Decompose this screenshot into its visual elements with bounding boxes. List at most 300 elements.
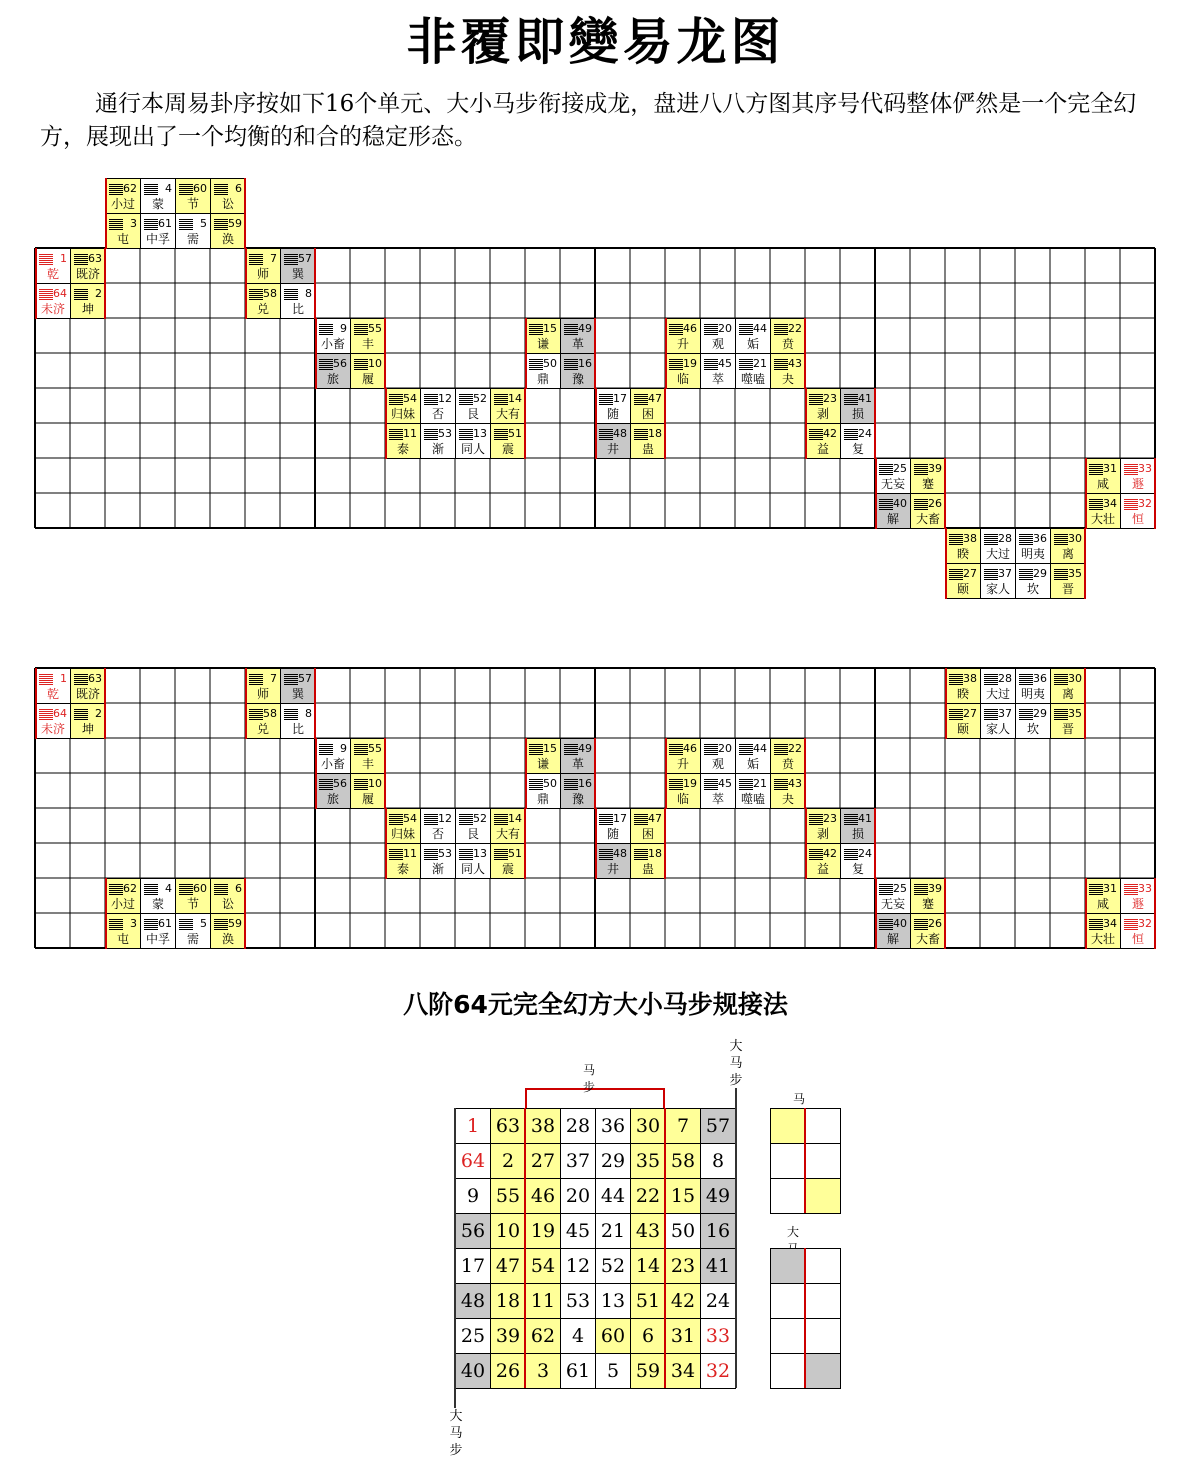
hexagram-line	[739, 334, 753, 335]
hexagram-line	[739, 363, 753, 364]
hexagram-symbol-icon	[144, 883, 158, 896]
hexagram-line	[1124, 884, 1138, 885]
hexagram-line	[354, 363, 368, 364]
hexagram-line	[214, 225, 228, 226]
hexagram-number: 10	[368, 777, 382, 790]
hexagram-line	[424, 398, 438, 399]
hexagram-line	[879, 925, 893, 926]
hexagram-symbol-icon	[354, 743, 368, 756]
hexagram-line	[494, 818, 508, 819]
hexagram-header	[1086, 882, 1120, 896]
hexagram-line	[844, 853, 858, 854]
hexagram-line	[354, 789, 368, 790]
hexagram-line	[319, 752, 333, 753]
hexagram-line	[634, 429, 648, 430]
hexagram-line	[634, 396, 648, 397]
hexagram-line	[109, 884, 123, 885]
hexagram-line	[74, 678, 88, 679]
hexagram-name: 屯	[116, 232, 129, 246]
hexagram-header	[421, 847, 455, 861]
hexagram-name: 艮	[466, 407, 479, 421]
hexagram-line	[599, 396, 613, 397]
hexagram-line	[39, 254, 53, 255]
hexagram-line	[354, 367, 368, 368]
hexagram-line	[529, 787, 543, 788]
hexagram-line	[914, 892, 928, 893]
hexagram-number: 45	[718, 357, 732, 370]
hexagram-line	[809, 855, 823, 856]
hexagram-line	[354, 783, 368, 784]
hexagram-line	[669, 369, 683, 370]
hexagram-number: 19	[683, 357, 697, 370]
hexagram-line	[1019, 719, 1033, 720]
hexagram-number: 55	[368, 742, 382, 755]
magic-square-cell: 11	[525, 1283, 561, 1319]
hexagram-name: 讼	[221, 197, 234, 211]
hexagram-line	[914, 505, 928, 506]
hexagram-header	[841, 847, 875, 861]
hexagram-symbol-icon	[109, 883, 123, 896]
hexagram-header	[596, 427, 630, 441]
hexagram-cell	[280, 703, 316, 739]
hexagram-line	[564, 328, 578, 329]
hexagram-line	[214, 884, 228, 885]
hexagram-header	[246, 287, 280, 301]
hexagram-line	[459, 435, 473, 436]
hexagram-cell	[420, 843, 456, 879]
hexagram-line	[389, 396, 403, 397]
hexagram-symbol-icon	[319, 358, 333, 371]
hexagram-header	[421, 392, 455, 406]
hexagram-line	[389, 851, 403, 852]
hexagram-line	[1019, 684, 1033, 685]
hexagram-number: 56	[333, 777, 347, 790]
hexagram-symbol-icon	[284, 708, 298, 721]
hexagram-line	[564, 367, 578, 368]
hexagram-line	[984, 542, 998, 543]
hexagram-line	[179, 229, 193, 230]
hexagram-header	[631, 847, 665, 861]
hexagram-line	[319, 787, 333, 788]
hexagram-line	[809, 857, 823, 858]
hexagram-header	[1086, 917, 1120, 931]
hexagram-number: 49	[578, 742, 592, 755]
hexagram-cell	[525, 773, 561, 809]
hexagram-line	[144, 219, 158, 220]
hexagram-line	[844, 400, 858, 401]
hexagram-number: 25	[893, 882, 907, 895]
hexagram-line	[39, 680, 53, 681]
hexagram-header	[526, 777, 560, 791]
hexagram-cell	[700, 738, 736, 774]
hexagram-cell	[770, 353, 806, 389]
hexagram-line	[564, 326, 578, 327]
hexagram-cell	[910, 913, 946, 949]
hexagram-line	[109, 190, 123, 191]
hexagram-name: 大畜	[915, 932, 940, 946]
hexagram-line	[1124, 464, 1138, 465]
hexagram-header	[561, 777, 595, 791]
hexagram-line	[319, 326, 333, 327]
hexagram-line	[809, 400, 823, 401]
hexagram-header	[841, 392, 875, 406]
hexagram-name: 夬	[781, 792, 794, 806]
hexagram-line	[984, 678, 998, 679]
hexagram-symbol-icon	[494, 393, 508, 406]
hexagram-line	[809, 429, 823, 430]
hexagram-line	[984, 571, 998, 572]
hexagram-line	[984, 573, 998, 574]
hexagram-line	[739, 359, 753, 360]
hexagram-name: 遯	[1131, 477, 1144, 491]
hexagram-line	[459, 857, 473, 858]
hexagram-line	[1124, 894, 1138, 895]
magic-square-cell: 23	[665, 1248, 701, 1284]
hexagram-number: 9	[340, 742, 347, 755]
hexagram-line	[669, 783, 683, 784]
hexagram-line	[774, 363, 788, 364]
hexagram-line	[1019, 676, 1033, 677]
hexagram-line	[424, 433, 438, 434]
hexagram-cell	[910, 493, 946, 529]
hexagram-number: 14	[508, 392, 522, 405]
hexagram-line	[459, 816, 473, 817]
hexagram-name: 剥	[816, 827, 829, 841]
hexagram-line	[494, 429, 508, 430]
hexagram-line	[949, 538, 963, 539]
hexagram-header	[71, 287, 105, 301]
hexagram-name: 需	[186, 232, 199, 246]
hexagram-header	[456, 392, 490, 406]
hexagram-line	[39, 260, 53, 261]
hexagram-line	[704, 363, 718, 364]
hexagram-line	[39, 709, 53, 710]
hexagram-line	[564, 789, 578, 790]
hexagram-line	[704, 324, 718, 325]
hexagram-line	[949, 676, 963, 677]
hexagram-line	[704, 361, 718, 362]
hexagram-line	[319, 367, 333, 368]
hexagram-line	[389, 853, 403, 854]
hexagram-symbol-icon	[1054, 533, 1068, 546]
hexagram-line	[354, 750, 368, 751]
hexagram-line	[564, 781, 578, 782]
hexagram-line	[39, 719, 53, 720]
hexagram-cell	[980, 563, 1016, 599]
hexagram-line	[564, 365, 578, 366]
hexagram-header	[666, 357, 700, 371]
hexagram-cell	[140, 213, 176, 249]
hexagram-symbol-icon	[669, 358, 683, 371]
hexagram-symbol-icon	[319, 323, 333, 336]
hexagram-cell	[105, 213, 141, 249]
hexagram-line	[914, 929, 928, 930]
hexagram-line	[1089, 474, 1103, 475]
hexagram-line	[669, 748, 683, 749]
hexagram-header	[386, 812, 420, 826]
hexagram-symbol-icon	[1089, 883, 1103, 896]
hexagram-number: 21	[753, 777, 767, 790]
hexagram-header	[491, 392, 525, 406]
hexagram-symbol-icon	[319, 743, 333, 756]
hexagram-line	[249, 674, 263, 675]
hexagram-number: 39	[928, 462, 942, 475]
hexagram-symbol-icon	[1089, 918, 1103, 931]
hexagram-line	[599, 818, 613, 819]
hexagram-line	[599, 398, 613, 399]
hexagram-number: 60	[193, 882, 207, 895]
hexagram-header	[1051, 567, 1085, 581]
hexagram-line	[319, 754, 333, 755]
hexagram-number: 47	[648, 392, 662, 405]
hexagram-line	[1124, 886, 1138, 887]
hexagram-line	[844, 433, 858, 434]
hexagram-cell	[560, 353, 596, 389]
hexagram-header	[351, 742, 385, 756]
hexagram-line	[564, 334, 578, 335]
hexagram-line	[424, 824, 438, 825]
hexagram-line	[179, 227, 193, 228]
hexagram-header	[981, 672, 1015, 686]
hexagram-cell	[175, 913, 211, 949]
hexagram-symbol-icon	[879, 883, 893, 896]
hexagram-line	[529, 365, 543, 366]
hexagram-name: 大有	[495, 407, 520, 421]
legend-cell-ma-bu	[805, 1178, 841, 1214]
magic-square-cell: 18	[490, 1283, 526, 1319]
hexagram-number: 4	[165, 882, 172, 895]
hexagram-line	[669, 752, 683, 753]
hexagram-header	[386, 427, 420, 441]
hexagram-line	[249, 717, 263, 718]
hexagram-cell	[945, 668, 981, 704]
hexagram-line	[494, 853, 508, 854]
hexagram-line	[179, 886, 193, 887]
magic-square-cell: 20	[560, 1178, 596, 1214]
magic-square-cell: 42	[665, 1283, 701, 1319]
hexagram-line	[774, 783, 788, 784]
hexagram-symbol-icon	[739, 743, 753, 756]
hexagram-line	[704, 328, 718, 329]
hexagram-cell	[315, 318, 351, 354]
hexagram-line	[529, 359, 543, 360]
hexagram-header	[1016, 707, 1050, 721]
hexagram-line	[74, 719, 88, 720]
hexagram-line	[529, 334, 543, 335]
hexagram-line	[669, 365, 683, 366]
hexagram-line	[179, 929, 193, 930]
hexagram-symbol-icon	[704, 743, 718, 756]
hexagram-header	[561, 322, 595, 336]
hexagram-header	[911, 497, 945, 511]
hexagram-cell	[735, 773, 771, 809]
hexagram-line	[1054, 719, 1068, 720]
hexagram-number: 47	[648, 812, 662, 825]
hexagram-name: 困	[641, 827, 654, 841]
magic-square-cell: 51	[630, 1283, 666, 1319]
hexagram-line	[634, 859, 648, 860]
hexagram-line	[1089, 892, 1103, 893]
hexagram-line	[1089, 890, 1103, 891]
hexagram-symbol-icon	[389, 428, 403, 441]
hexagram-number: 15	[543, 322, 557, 335]
magic-square-cell: 14	[630, 1248, 666, 1284]
hexagram-line	[1124, 927, 1138, 928]
hexagram-cell	[315, 353, 351, 389]
hexagram-line	[774, 332, 788, 333]
hexagram-header	[946, 567, 980, 581]
hexagram-header	[211, 917, 245, 931]
hexagram-number: 22	[788, 742, 802, 755]
hexagram-line	[1054, 571, 1068, 572]
hexagram-line	[704, 365, 718, 366]
hexagram-line	[634, 853, 648, 854]
hexagram-line	[844, 431, 858, 432]
hexagram-line	[494, 437, 508, 438]
hexagram-line	[774, 367, 788, 368]
hexagram-line	[844, 437, 858, 438]
hexagram-line	[739, 744, 753, 745]
hexagram-line	[389, 394, 403, 395]
hexagram-number: 64	[53, 707, 67, 720]
hexagram-line	[914, 925, 928, 926]
hexagram-line	[1054, 680, 1068, 681]
hexagram-symbol-icon	[879, 463, 893, 476]
hexagram-name: 颐	[956, 722, 969, 736]
hexagram-line	[249, 713, 263, 714]
hexagram-line	[529, 779, 543, 780]
hexagram-line	[739, 789, 753, 790]
hexagram-line	[529, 324, 543, 325]
hexagram-line	[214, 194, 228, 195]
hexagram-line	[284, 260, 298, 261]
hexagram-line	[109, 919, 123, 920]
hexagram-line	[774, 750, 788, 751]
hexagram-line	[599, 402, 613, 403]
hexagram-line	[529, 326, 543, 327]
hexagram-line	[1054, 575, 1068, 576]
hexagram-line	[39, 715, 53, 716]
magic-square-cell: 47	[490, 1248, 526, 1284]
hexagram-line	[109, 925, 123, 926]
magic-square-cell: 28	[560, 1108, 596, 1144]
magic-square-cell: 63	[490, 1108, 526, 1144]
hexagram-line	[424, 400, 438, 401]
hexagram-number: 38	[963, 532, 977, 545]
hexagram-header	[351, 322, 385, 336]
hexagram-line	[249, 256, 263, 257]
hexagram-line	[1089, 503, 1103, 504]
hexagram-line	[319, 789, 333, 790]
hexagram-line	[949, 674, 963, 675]
hexagram-cell	[560, 318, 596, 354]
hexagram-line	[949, 682, 963, 683]
hexagram-line	[214, 925, 228, 926]
hexagram-line	[109, 890, 123, 891]
hexagram-header	[36, 287, 70, 301]
magic-square-cell: 60	[595, 1318, 631, 1354]
hexagram-line	[214, 223, 228, 224]
hexagram-symbol-icon	[529, 358, 543, 371]
hexagram-cell	[805, 388, 841, 424]
hexagram-line	[74, 256, 88, 257]
hexagram-cell	[770, 773, 806, 809]
hexagram-line	[844, 857, 858, 858]
hexagram-line	[144, 223, 158, 224]
hexagram-line	[774, 754, 788, 755]
hexagram-line	[774, 787, 788, 788]
hexagram-line	[179, 890, 193, 891]
hexagram-line	[984, 544, 998, 545]
hexagram-line	[1054, 577, 1068, 578]
hexagram-line	[284, 289, 298, 290]
hexagram-line	[214, 221, 228, 222]
legend-cell-da-ma-bu	[805, 1283, 841, 1319]
magic-square-cell: 10	[490, 1213, 526, 1249]
hexagram-name: 坎	[1026, 582, 1039, 596]
hexagram-symbol-icon	[1019, 533, 1033, 546]
hexagram-name: 震	[501, 442, 514, 456]
hexagram-line	[529, 367, 543, 368]
hexagram-header	[596, 812, 630, 826]
hexagram-symbol-icon	[389, 848, 403, 861]
hexagram-symbol-icon	[424, 813, 438, 826]
hexagram-number: 7	[270, 672, 277, 685]
hexagram-line	[74, 713, 88, 714]
magic-square-cell: 19	[525, 1213, 561, 1249]
hexagram-line	[879, 507, 893, 508]
hexagram-line	[39, 674, 53, 675]
hexagram-cell	[175, 213, 211, 249]
hexagram-line	[39, 289, 53, 290]
hexagram-symbol-icon	[459, 393, 473, 406]
hexagram-cell	[1015, 528, 1051, 564]
hexagram-header	[631, 427, 665, 441]
hexagram-line	[984, 540, 998, 541]
hexagram-line	[599, 849, 613, 850]
hexagram-line	[494, 404, 508, 405]
hexagram-line	[529, 363, 543, 364]
hexagram-line	[914, 923, 928, 924]
hexagram-symbol-icon	[669, 323, 683, 336]
hexagram-number: 5	[200, 217, 207, 230]
hexagram-number: 35	[1068, 707, 1082, 720]
hexagram-cell	[700, 773, 736, 809]
hexagram-line	[844, 855, 858, 856]
hexagram-line	[774, 746, 788, 747]
hexagram-line	[809, 435, 823, 436]
hexagram-cell	[70, 668, 106, 704]
hexagram-line	[1054, 569, 1068, 570]
hexagram-header	[561, 742, 595, 756]
hexagram-name: 明夷	[1020, 547, 1045, 561]
hexagram-cell	[490, 843, 526, 879]
hexagram-line	[949, 684, 963, 685]
hexagram-line	[354, 781, 368, 782]
hexagram-line	[109, 892, 123, 893]
hexagram-line	[179, 894, 193, 895]
hexagram-symbol-icon	[739, 778, 753, 791]
hexagram-line	[844, 814, 858, 815]
hexagram-cell	[1085, 458, 1121, 494]
hexagram-symbol-icon	[634, 813, 648, 826]
hexagram-symbol-icon	[529, 323, 543, 336]
hexagram-cell	[770, 318, 806, 354]
hexagram-cell	[1085, 493, 1121, 529]
hexagram-line	[669, 330, 683, 331]
hexagram-cell	[1120, 458, 1156, 494]
hexagram-name: 萃	[711, 792, 724, 806]
